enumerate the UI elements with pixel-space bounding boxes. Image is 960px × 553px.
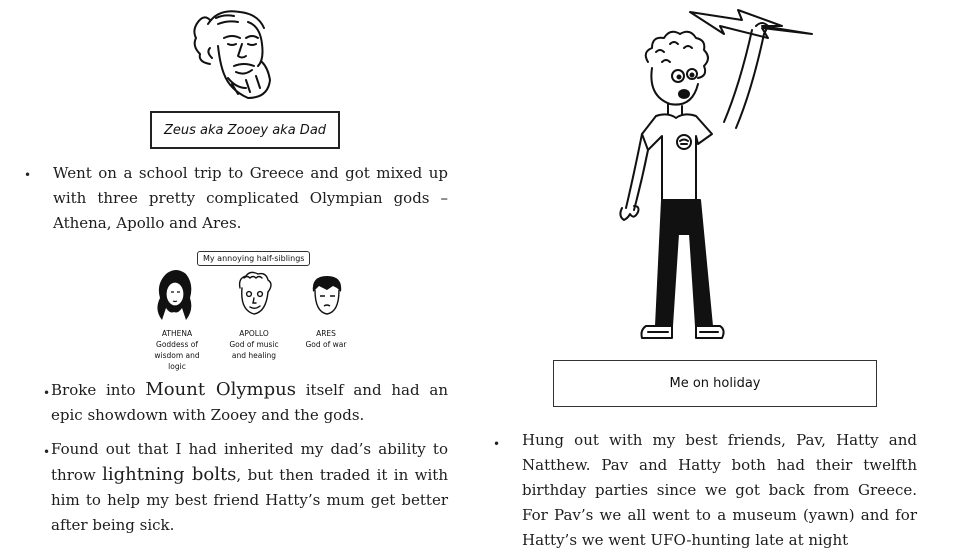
olympus-emph: Mount Olympus (145, 379, 296, 400)
zeus-caption: Zeus aka Zooey aka Dad (163, 122, 327, 138)
apollo-desc: God of music and healing (229, 340, 279, 360)
athena-face-icon (152, 268, 198, 326)
trip-text: Went on a school trip to Greece and got mixed up with three pretty complicated Olympian gods – Athena, Apollo and Ares. (53, 164, 448, 232)
bullet-dot: • (493, 437, 501, 451)
trip-paragraph (53, 161, 448, 236)
ares-face-icon (307, 272, 347, 322)
ares-name: ARES (316, 329, 336, 338)
holiday-caption-box (553, 360, 877, 407)
holiday-caption: Me on holiday (669, 376, 761, 391)
ares-caption (281, 328, 371, 350)
apollo-name: APOLLO (239, 329, 269, 338)
lightning-emph: lightning bolts (102, 464, 237, 485)
friends-paragraph (522, 428, 917, 553)
zeus-caption-box (150, 111, 340, 149)
siblings-title: My annoying half-siblings (197, 251, 310, 266)
athena-desc: Goddess of wisdom and logic (154, 340, 200, 371)
bullet-dot: • (43, 386, 51, 400)
olympus-paragraph (51, 377, 448, 428)
friends-text: Hung out with my best friends, Pav, Hatty and Natthew. Pav and Hatty both had their twelfth birthday parties since we got back from Greece. For Pav’s we all went to a museum (yawn) and for Hatty’s we went UFO-hunting late at night (522, 431, 917, 549)
ares-desc: God of war (305, 340, 347, 349)
olympus-post: itself and had an epic showdown with Zooey and the gods. (51, 381, 448, 424)
zeus-head-illustration (188, 4, 284, 104)
apollo-face-icon (232, 270, 276, 322)
lightning-pre: Found out that I had inherited my dad’s ability to throw (51, 440, 448, 484)
boy-illustration (612, 4, 818, 344)
lightning-paragraph (51, 437, 448, 538)
lightning-post: , but then traded it in with him to help my best friend Hatty’s mum get better after being sick. (51, 466, 448, 534)
bullet-dot: • (24, 168, 32, 182)
bullet-dot: • (43, 445, 51, 459)
athena-name: ATHENA (161, 329, 193, 338)
olympus-pre: Broke into (51, 381, 146, 399)
